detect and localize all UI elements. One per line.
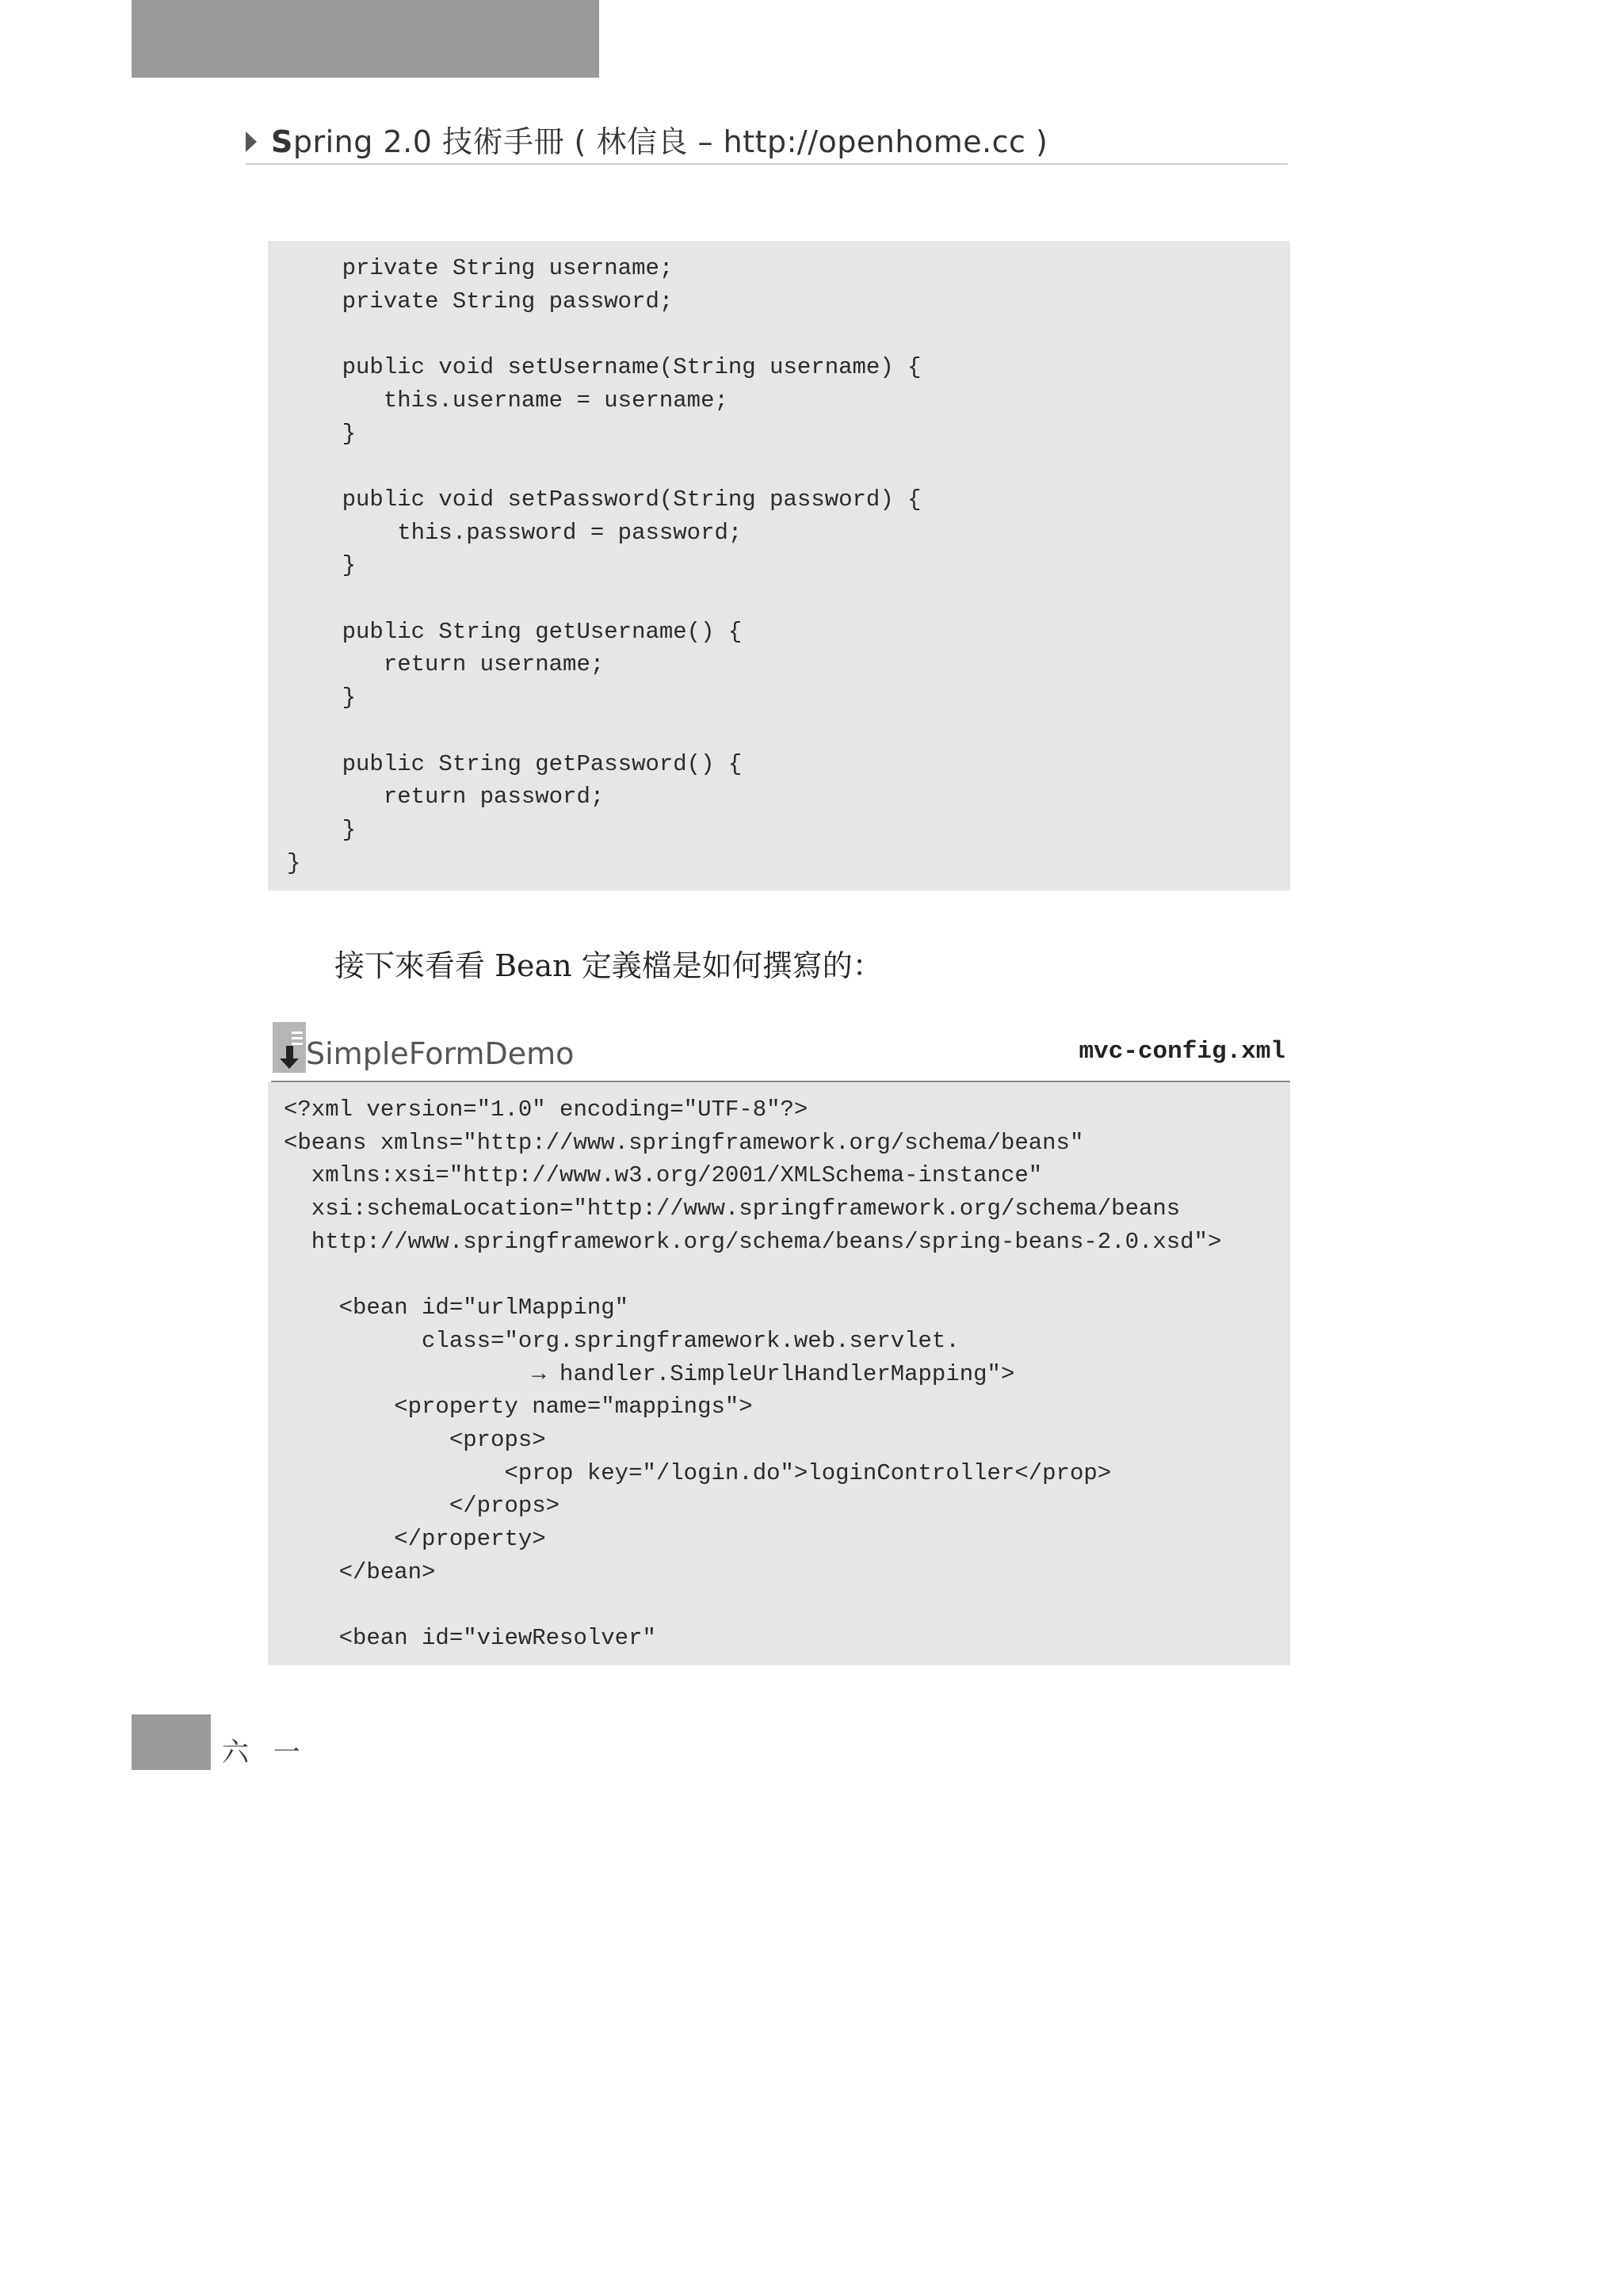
code-block-java-text: private String username; private String password; public void setUsername(String username) { this.username = username; } public void setPassword(String password) { this.password = password; } public String getUsername() { return username; } public String getPassword() { return password; } } — [287, 255, 922, 876]
book-title-initial: S — [271, 124, 293, 159]
code-block-java — [268, 241, 1290, 891]
book-title — [271, 117, 1048, 161]
download-file-icon — [273, 1022, 306, 1073]
listing-header — [271, 1020, 1290, 1082]
book-title-rest: pring 2.0 技術手冊 ( 林信良 – http://openhome.cc ) — [292, 124, 1048, 159]
top-decorative-tab — [132, 0, 599, 78]
code-block-xml — [268, 1082, 1290, 1665]
running-header — [246, 111, 1288, 165]
code-block-xml-text: <?xml version="1.0" encoding="UTF-8"?> <beans xmlns="http://www.springframework.org/schema/beans" xmlns:xsi="http://www.w3.org/2001/XMLSchema-instance" xsi:schemaLocation="http://www.springframework.org/schema/beans http://www.springframework.org/schema/beans/spring-beans-2.0.xsd"> <bean id="urlMapping" class="org.springframework.web.servlet. → handler.SimpleUrlHandlerMapping"> <property name="mappings"> <props> <prop key="/login.do">loginController</prop> </props> </property> </bean> <bean id="viewResolver" — [284, 1097, 1222, 1652]
page-number: 六 一 — [222, 1737, 308, 1768]
listing-project-name: SimpleFormDemo — [306, 1036, 575, 1071]
header-arrow-icon — [246, 132, 257, 152]
page-number-tab — [132, 1714, 211, 1770]
body-paragraph: 接下來看看 Bean 定義檔是如何撰寫的： — [334, 948, 883, 983]
listing-filename: mvc-config.xml — [1079, 1038, 1285, 1066]
